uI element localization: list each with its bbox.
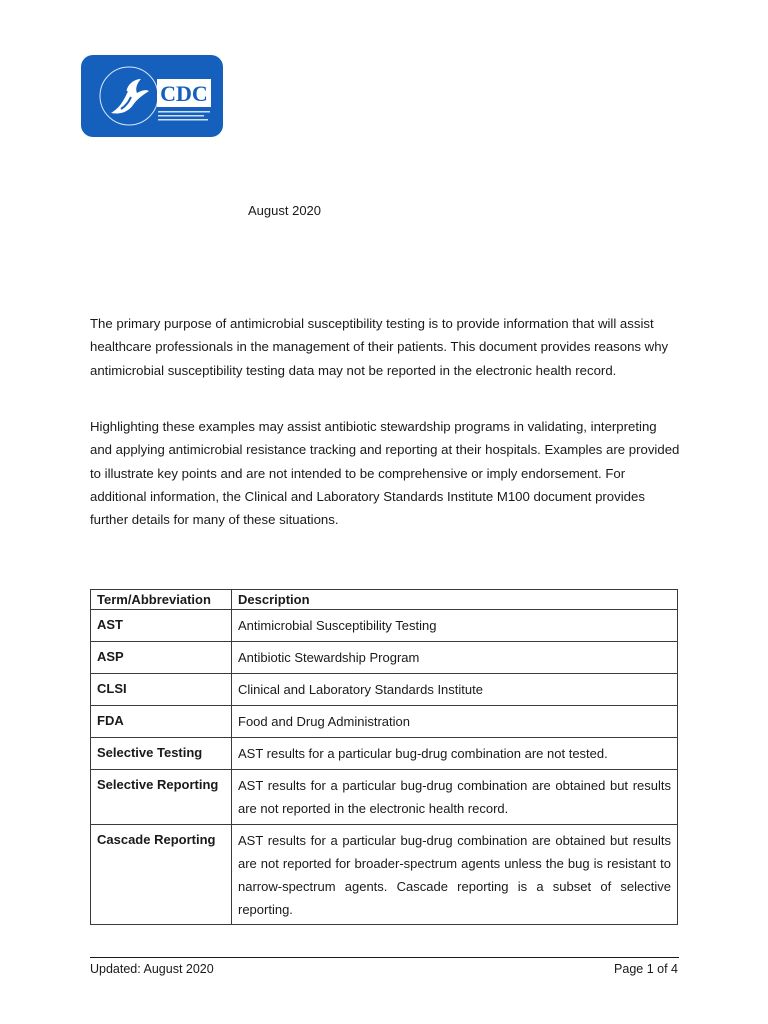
hhs-eagle-icon [81,55,223,137]
table-row [91,674,678,706]
table-row [91,610,678,642]
column-header-term: Term/Abbreviation [91,590,232,610]
table-header-row [91,590,678,610]
footer-updated: Updated: August 2020 [90,962,214,976]
term-cell: ASP [91,642,232,674]
term-cell: Cascade Reporting [91,825,232,925]
footer-divider [90,957,679,958]
description-cell: Antimicrobial Susceptibility Testing [232,610,678,642]
description-cell: AST results for a particular bug-drug combination are obtained but results are not reported in the electronic health record. [232,770,678,825]
table-row [91,738,678,770]
cdc-wordmark: CDC [160,81,208,106]
table-row [91,825,678,925]
term-cell: CLSI [91,674,232,706]
terms-table [90,589,678,925]
description-cell: Antibiotic Stewardship Program [232,642,678,674]
document-date: August 2020 [248,203,322,218]
description-cell: AST results for a particular bug-drug combination are not tested. [232,738,678,770]
description-cell: Food and Drug Administration [232,706,678,738]
description-cell: Clinical and Laboratory Standards Institute [232,674,678,706]
term-cell: AST [91,610,232,642]
cdc-logo [81,55,223,137]
term-cell: FDA [91,706,232,738]
column-header-description: Description [232,590,678,610]
term-cell: Selective Reporting [91,770,232,825]
table-row [91,706,678,738]
term-cell: Selective Testing [91,738,232,770]
description-cell: AST results for a particular bug-drug combination are obtained but results are not reported for broader-spectrum agents unless the bug is resistant to narrow-spectrum agents. Cascade reporting is a subset of selective reporting. [232,825,678,925]
table-row [91,642,678,674]
table-row [91,770,678,825]
intro-paragraph: The primary purpose of antimicrobial susceptibility testing is to provide information that will assist healthcare professionals in the management of their patients. This document provides reasons why antimicrobial susceptibility testing data may not be reported in the electronic health record. [90,316,669,378]
footer-page-number: Page 1 of 4 [614,962,678,976]
stewardship-paragraph: Highlighting these examples may assist antibiotic stewardship programs in validating, interpreting and applying antimicrobial resistance tracking and reporting at their hospitals. Examples are provided to illustrate key points and are not intended to be comprehensive or imply endorsement. For additional information, the Clinical and Laboratory Standards Institute M100 document provides further details for many of these situations. [90,419,680,528]
